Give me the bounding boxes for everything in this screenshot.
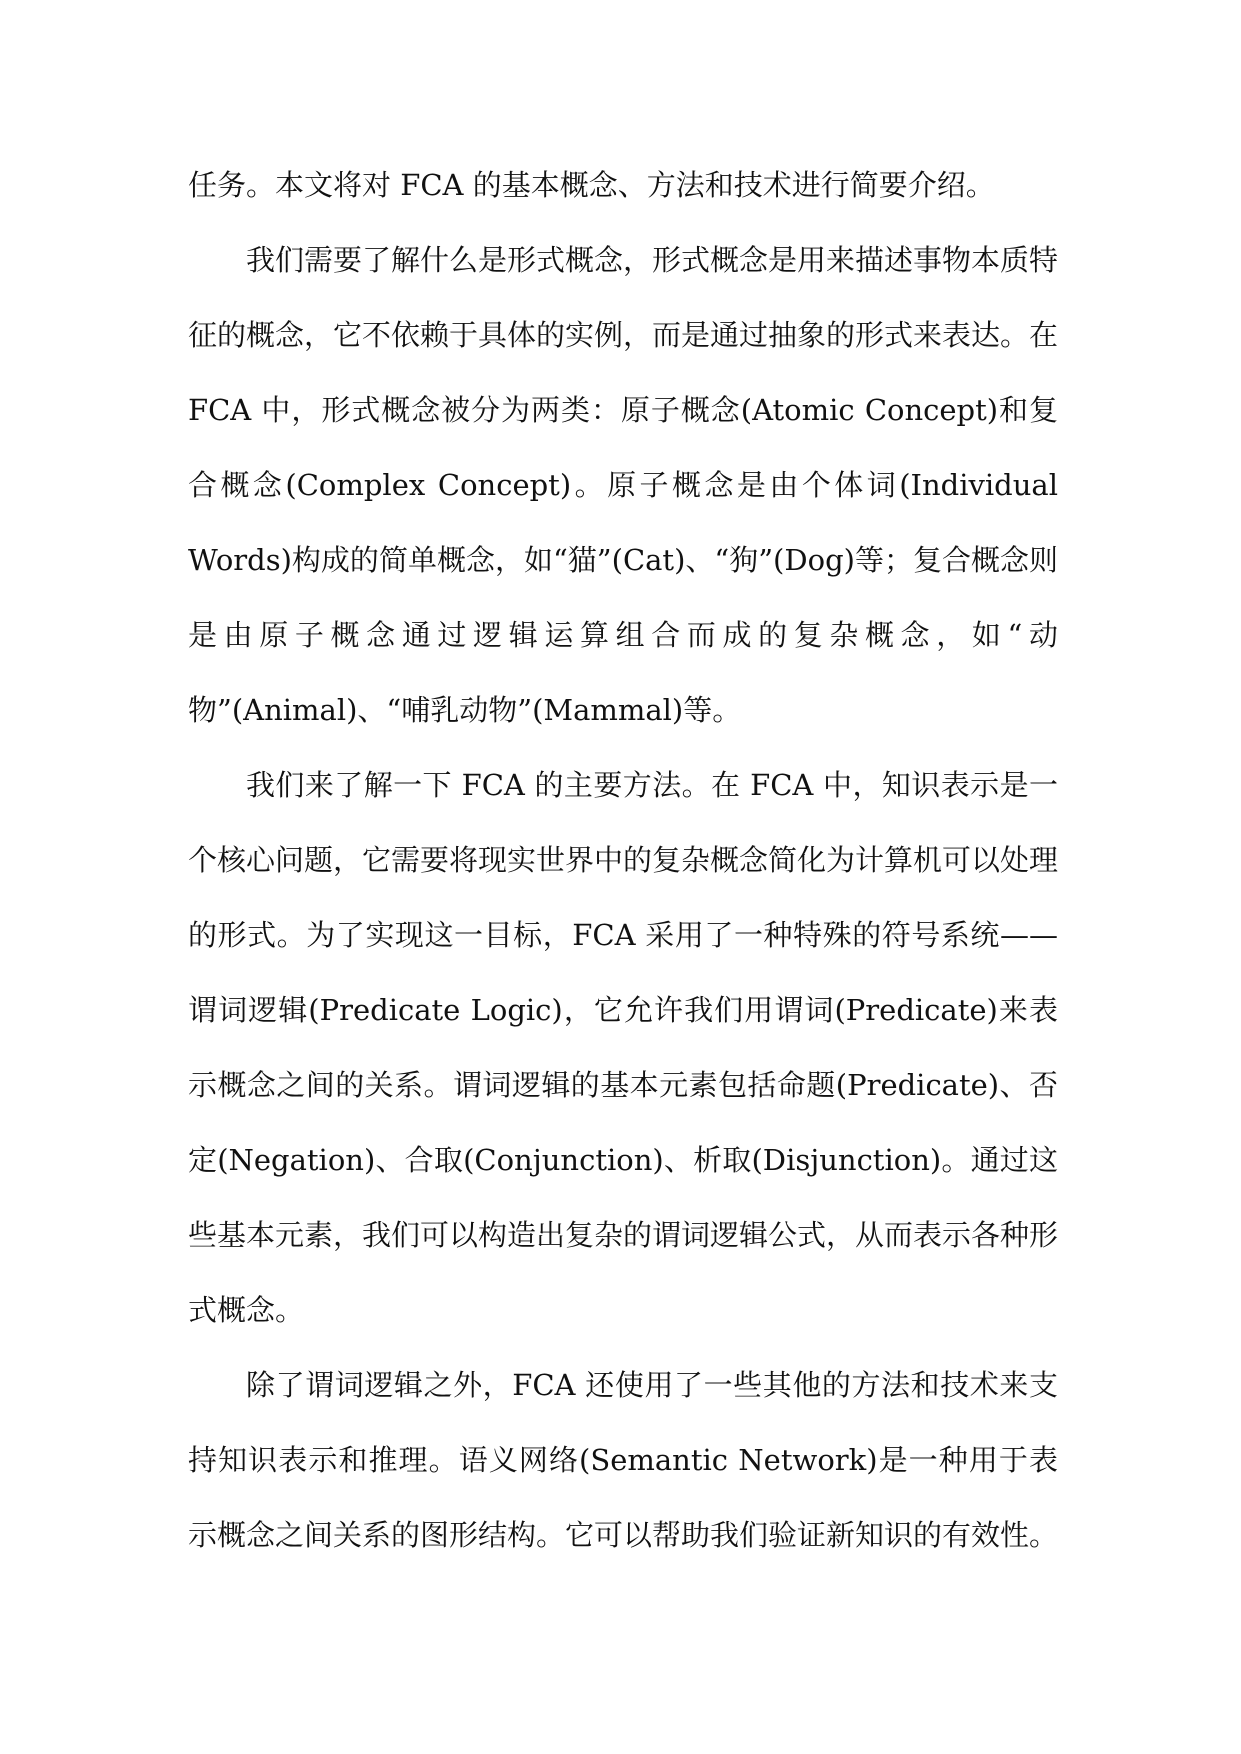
paragraph-continuation: 任务。本文将对 FCA 的基本概念、方法和技术进行简要介绍。: [188, 168, 995, 202]
paragraph-fca-methods: 我们来了解一下 FCA 的主要方法。在 FCA 中，知识表示是一个核心问题，它需要将现实世界中的复杂概念简化为计算机可以处理的形式。为了实现这一目标，FCA 采用了一种特殊的符号系统——谓词逻辑(Predicate Logic)，它允许我们用谓词(Predicate)来表示概念之间的关系。谓词逻辑的基本元素包括命题(Predicate)、否定(Negation)、合取(Conjunction)、析取(Disjunction)。通过这些基本元素，我们可以构造出复杂的谓词逻辑公式，从而表示各种形式概念。: [188, 768, 1059, 1327]
paragraph-formal-concepts: 我们需要了解什么是形式概念，形式概念是用来描述事物本质特征的概念，它不依赖于具体的实例，而是通过抽象的形式来表达。在 FCA 中，形式概念被分为两类：原子概念(Atomic Concept)和复合概念(Complex Concept)。原子概念是由个体词(Individual Words)构成的简单概念，如“猫”(Cat)、“狗”(Dog)等；复合概念则是由原子概念通过逻辑运算组合而成的复杂概念，如“动物”(Animal)、“哺乳动物”(Mammal)等。: [188, 243, 1059, 727]
document-body: [188, 148, 1058, 1573]
paragraph-other-techniques: 除了谓词逻辑之外，FCA 还使用了一些其他的方法和技术来支持知识表示和推理。语义网络(Semantic Network)是一种用于表示概念之间关系的图形结构。它可以帮助我们验证新知识的有效性。: [188, 1368, 1059, 1552]
